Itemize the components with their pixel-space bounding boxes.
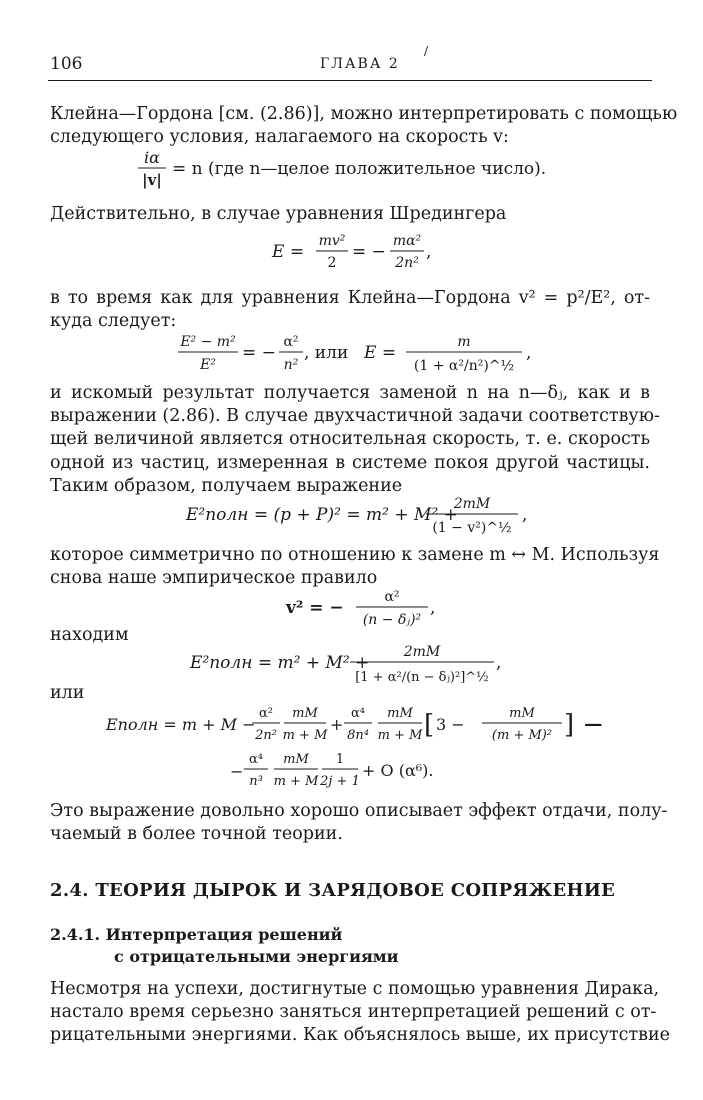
eq7-b-den: m + M <box>282 728 328 743</box>
eq3-f2num: α² <box>283 334 299 350</box>
eq7-three: 3 − <box>436 715 465 734</box>
eq1-rest: = n (где n—целое положительное число). <box>172 159 547 179</box>
eq5-end: , <box>430 598 436 618</box>
text-line: следующего условия, налагаемого на скорость v: <box>50 127 509 148</box>
eq7-c-num: α⁴ <box>351 706 365 721</box>
subsection-heading-line-1: 2.4.1. Интерпретация решений <box>50 925 343 944</box>
eq7-b-num: mM <box>292 706 318 721</box>
eq7-g-den: n³ <box>249 774 263 789</box>
paragraph-8 <box>50 800 668 846</box>
eq6-end: , <box>496 653 502 673</box>
text-line: и искомый результат получается заменой n на n—δⱼ, как и в <box>50 383 650 403</box>
text-line: Клейна—Гордона [см. (2.86)], можно интерпретировать с помощью <box>50 104 678 124</box>
text-line: Несмотря на успехи, достигнутые с помощью уравнения Дирака, <box>50 979 660 999</box>
eq6-fden: [1 + α²/(n − δⱼ)²]^½ <box>355 670 489 685</box>
eq3-f1den: E² <box>200 357 216 373</box>
eq7-plus: + <box>330 715 344 734</box>
paragraph-9 <box>50 978 671 1048</box>
text-line: которое симметрично по отношению к замене m ↔ M. Используя <box>50 545 660 565</box>
paragraph-3 <box>50 287 650 333</box>
eq2-f1num: mv² <box>318 233 346 249</box>
eq3-mid: = − <box>242 343 276 363</box>
eq3-f1num: E² − m² <box>180 334 236 350</box>
eq7-row2-minus: − <box>230 762 244 781</box>
eq7-c-den: 8n⁴ <box>347 728 369 743</box>
eq7-d-den: m + M <box>377 728 423 743</box>
eq7-d-num: mM <box>387 706 413 721</box>
eq7-g-num: α⁴ <box>249 752 263 767</box>
paragraph-1 <box>50 103 678 149</box>
equation-2 <box>272 230 442 274</box>
eq2-lhs: E = <box>272 242 305 262</box>
paragraph-5 <box>50 544 660 590</box>
eq3-end: , <box>526 343 532 363</box>
equation-7 <box>106 700 606 796</box>
text-line: находим <box>50 625 129 645</box>
eq2-end: , <box>426 242 432 262</box>
eq4-fnum: 2mM <box>453 496 491 512</box>
running-head: ГЛАВА 2 <box>320 56 400 72</box>
eq7-k-den: 2j + 1 <box>320 774 360 789</box>
equation-4 <box>186 492 546 542</box>
header-rule <box>48 80 652 81</box>
equation-4-svg <box>186 492 546 542</box>
paragraph-4 <box>50 382 660 498</box>
eq7-k-num: 1 <box>335 752 345 767</box>
eq3-or: , или <box>304 343 349 363</box>
paragraph-2 <box>50 203 650 226</box>
equation-7-svg <box>106 700 606 796</box>
subsection-heading-line-2: с отрицательными энергиями <box>114 947 399 966</box>
section-heading: 2.4. ТЕОРИЯ ДЫРОК И ЗАРЯДОВОЕ СОПРЯЖЕНИЕ <box>50 880 616 901</box>
text-line: Действительно, в случае уравнения Шредингера <box>50 204 507 224</box>
eq5-lhs: v² = − <box>286 598 344 618</box>
page-number: 106 <box>50 54 83 74</box>
equation-1 <box>136 147 556 191</box>
eq6-fnum: 2mM <box>403 644 441 660</box>
eq1-num: iα <box>144 148 160 167</box>
eq7-a-num: α² <box>259 706 273 721</box>
eq7-e-den: (m + M)² <box>491 728 553 743</box>
text-line: в то время как для уравнения Клейна—Гордона v² = p²/E², от- <box>50 288 650 308</box>
equation-2-svg <box>272 230 442 274</box>
eq4-lhs: E²полн = (p + P)² = m² + M² + <box>186 505 458 525</box>
eq4-end: , <box>522 505 528 525</box>
eq5-fnum: α² <box>384 589 400 605</box>
eq6-lhs: E²полн = m² + M² + <box>190 653 370 673</box>
eq2-f1den: 2 <box>327 255 337 271</box>
equation-3-svg <box>176 330 536 378</box>
stray-mark: / <box>424 44 429 58</box>
eq2-mid: = − <box>352 242 386 262</box>
text-line: Таким образом, получаем выражение <box>50 475 403 496</box>
text-line: щей величиной является относительная скорость, т. е. скорость <box>50 429 650 450</box>
text-line: настало время серьезно заняться интерпретацией решений с от- <box>50 1002 657 1023</box>
eq2-f2num: mα² <box>392 233 422 249</box>
text-line: одной из частиц, измеренная в системе покоя другой частицы. <box>50 452 650 473</box>
eq7-lhs: Eполн = m + M − <box>106 715 256 734</box>
eq7-e-num: mM <box>509 706 535 721</box>
text-line: снова наше эмпирическое правило <box>50 568 378 589</box>
text-line: выражении (2.86). В случае двухчастичной задачи соответствую- <box>50 406 660 427</box>
eq4-fden: (1 − v²)^½ <box>432 520 512 536</box>
eq7-tail: + O (α⁶). <box>362 761 434 780</box>
eq3-f3den: (1 + α²/n²)^½ <box>413 358 515 374</box>
equation-1-svg <box>136 147 556 191</box>
eq1-den: |v| <box>142 171 162 189</box>
eq2-f2den: 2n² <box>395 255 419 271</box>
eq3-f3num: m <box>457 334 471 350</box>
eq7-h-den: m + M <box>273 774 319 789</box>
text-line: чаемый в более точной теории. <box>50 824 343 845</box>
text-line: куда следует: <box>50 311 177 332</box>
eq7-a-den: 2n² <box>255 728 277 743</box>
eq3-f2den: n² <box>283 357 299 373</box>
eq3-lhs2: E = <box>364 343 397 363</box>
text-line: Это выражение довольно хорошо описывает эффект отдачи, полу- <box>50 801 668 821</box>
text-line: рицательными энергиями. Как объяснялось выше, их присутствие <box>50 1025 671 1046</box>
eq7-br-close: ] − <box>564 710 605 740</box>
text-line: или <box>50 683 85 703</box>
eq7-br-open: [ <box>424 710 435 740</box>
equation-3 <box>176 330 536 378</box>
eq5-fden: (n − δⱼ)² <box>362 612 422 628</box>
eq7-h-num: mM <box>283 752 309 767</box>
